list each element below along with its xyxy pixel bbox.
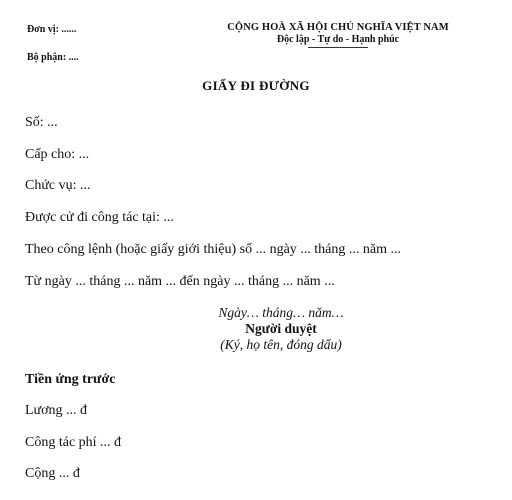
field-order-reference: Theo công lệnh (hoặc giấy giới thiệu) số ... ngày ... tháng ... năm ... bbox=[25, 242, 401, 257]
approver-title: Người duyệt bbox=[245, 321, 317, 336]
advance-total: Cộng ... đ bbox=[25, 466, 80, 481]
national-motto: Độc lập - Tự do - Hạnh phúc bbox=[276, 34, 400, 45]
advance-section-title: Tiền ứng trước bbox=[25, 372, 116, 387]
field-position: Chức vụ: ... bbox=[25, 178, 91, 193]
signature-date: Ngày… tháng… năm… bbox=[218, 305, 344, 320]
field-destination: Được cử đi công tác tại: ... bbox=[25, 210, 174, 225]
document-title: GIẤY ĐI ĐƯỜNG bbox=[202, 78, 310, 93]
field-date-range: Từ ngày ... tháng ... năm ... đến ngày ... tháng ... năm ... bbox=[25, 274, 335, 289]
motto-underline bbox=[308, 47, 368, 48]
unit-label: Đơn vị: ...... bbox=[27, 24, 77, 35]
field-number: Số: ... bbox=[25, 115, 58, 130]
country-name: CỘNG HOÀ XÃ HỘI CHỦ NGHĨA VIỆT NAM bbox=[227, 22, 449, 33]
national-header bbox=[222, 22, 454, 48]
signature-block bbox=[150, 305, 412, 353]
advance-travel-allowance: Công tác phí ... đ bbox=[25, 435, 122, 450]
field-issued-to: Cấp cho: ... bbox=[25, 147, 90, 162]
signature-note: (Ký, họ tên, đóng dấu) bbox=[220, 337, 342, 352]
department-label: Bộ phận: .... bbox=[27, 52, 79, 63]
advance-salary: Lương ... đ bbox=[25, 403, 88, 418]
